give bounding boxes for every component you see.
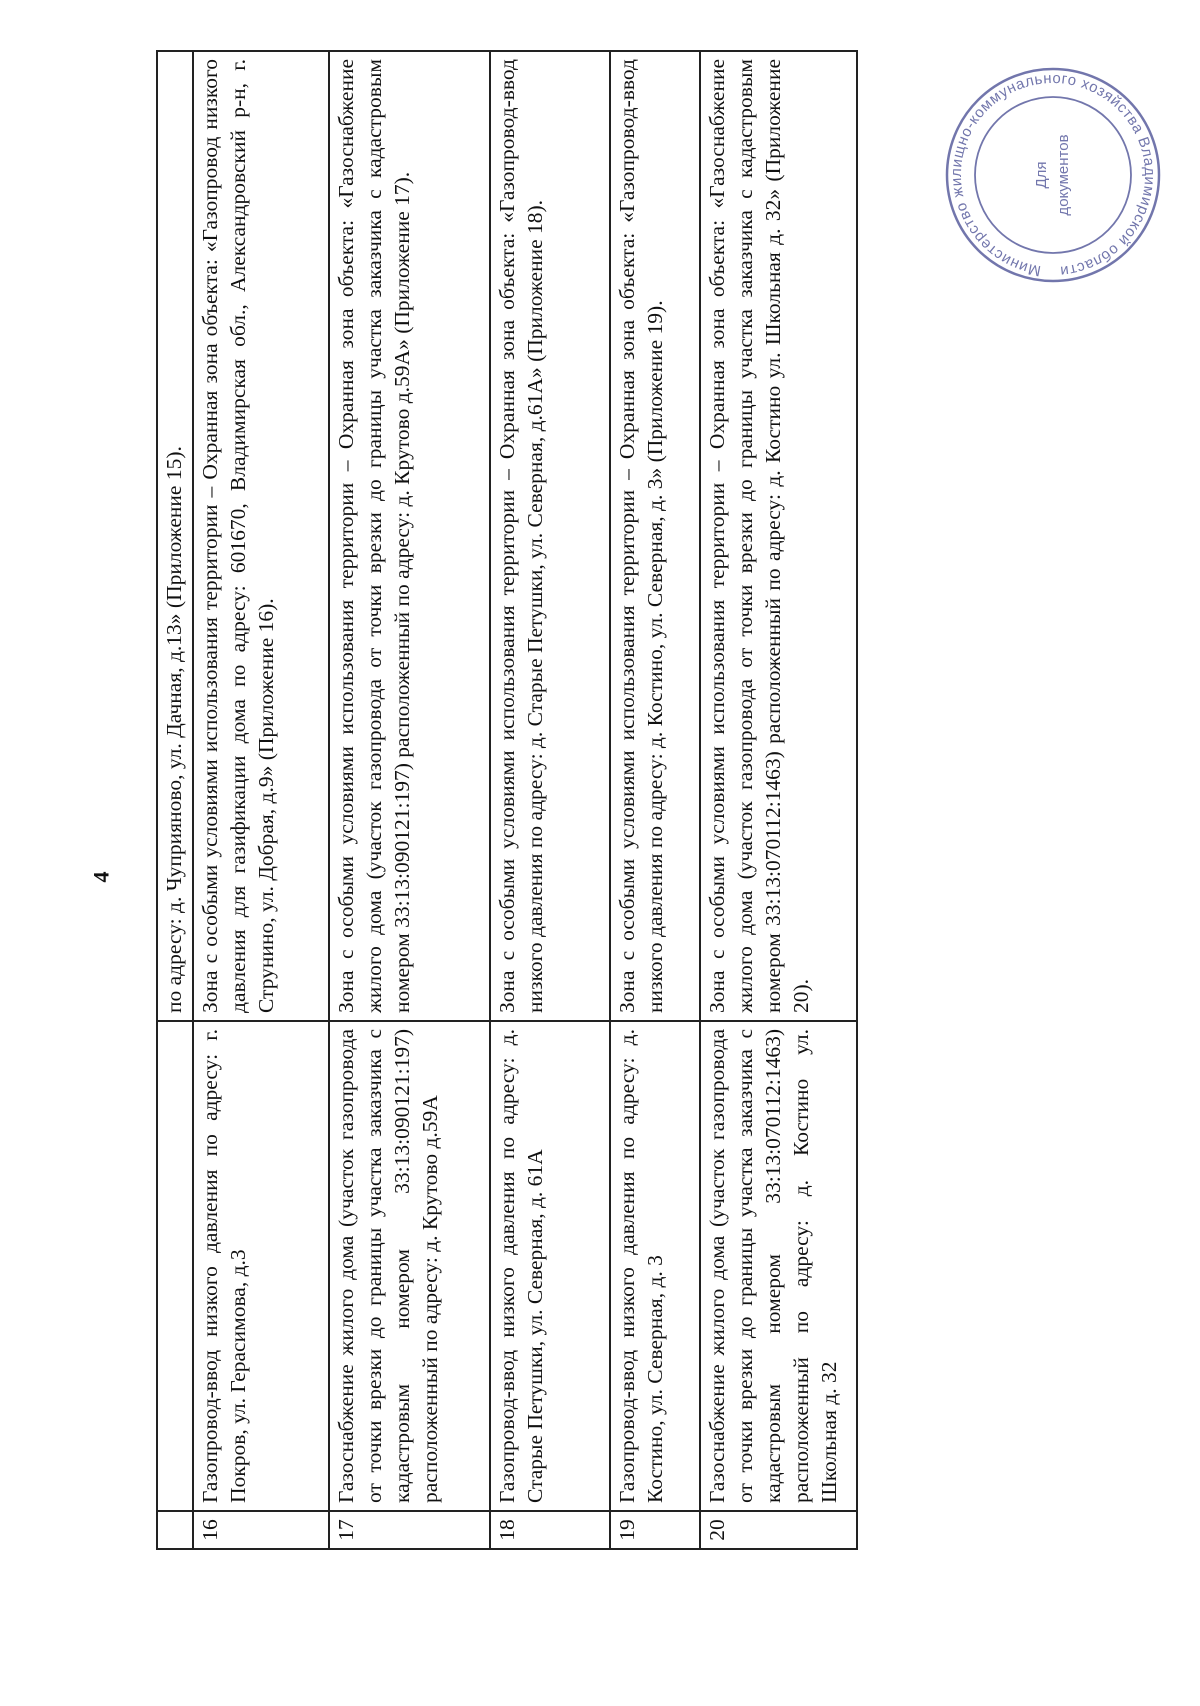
table-row <box>194 50 330 1550</box>
cell-number: 19 <box>611 1510 699 1548</box>
cell-zone: Зона с особыми условиями использования территории – Охранная зона объекта: «Газопровод-ввод низкого давления по адресу: д. Старые Петушки, ул. Северная, д.61А» (Приложение 18). <box>495 59 547 1013</box>
cell-zone: Зона с особыми условиями использования территории – Охранная зона объекта: «Газоснабжение жилого дома (участок газопровода от точки врезки до границы участка заказчика с кадастровым номером 33:13:090121:197) расположенный по адресу: д. Крутово д.59А» (Приложение 17). <box>334 59 414 1013</box>
page-number: 4 <box>88 871 114 883</box>
stamp-ring-text: Министерство жилищно-коммунального хозяйства Владимирской области <box>947 69 1159 280</box>
table-row <box>701 50 858 1550</box>
cell-object: Газопровод-ввод низкого давления по адресу: д. Костино, ул. Северная, д. 3 <box>611 1020 699 1510</box>
document-table <box>156 50 936 1550</box>
cell-zone: по адресу: д. Чуприяново, ул. Дачная, д.13» (Приложение 15). <box>162 446 186 1013</box>
cell-zone: Зона с особыми условиями использования территории – Охранная зона объекта: «Газопровод низкого давления для газификации дома по адресу: 601670, Владимирская обл., Александровский р-н, г. Струнино, ул. Добрая, д.9» (Приложение 16). <box>198 59 278 1013</box>
cell-object: Газопровод-ввод низкого давления по адресу: д. Старые Петушки, ул. Северная, д. 61А <box>491 1020 609 1510</box>
cell-number: 17 <box>330 1510 489 1548</box>
cell-object: Газоснабжение жилого дома (участок газопровода от точки врезки до границы участка заказчика с кадастровым номером 33:13:070112:1463) расположенный по адресу: д. Костино ул. Школьная д. 32 <box>701 1020 856 1510</box>
cell-zone: Зона с особыми условиями использования территории – Охранная зона объекта: «Газопровод-ввод низкого давления по адресу: д. Костино, ул. Северная, д. 3» (Приложение 19). <box>615 59 667 1013</box>
table-row-continuation <box>156 50 194 1550</box>
cell-object <box>158 1020 192 1510</box>
table-row <box>491 50 611 1550</box>
cell-object: Газопровод-ввод низкого давления по адресу: г. Покров, ул. Герасимова, д.3 <box>194 1020 328 1510</box>
stamp-center-line-1: Для <box>1033 161 1050 189</box>
cell-number: 16 <box>194 1510 328 1548</box>
cell-zone: Зона с особыми условиями использования территории – Охранная зона объекта: «Газоснабжение жилого дома (участок газопровода от точки врезки до границы участка заказчика с кадастровым номером 33:13:070112:1463) расположенный по адресу: д. Костино ул. Школьная д. 32» (Приложение 20). <box>705 59 813 1013</box>
stamp-inner-ring <box>975 97 1131 253</box>
table-row <box>330 50 491 1550</box>
cell-number <box>158 1510 192 1548</box>
table-row <box>611 50 701 1550</box>
stamp-center-line-2: документов <box>1055 134 1072 216</box>
official-stamp <box>938 60 1168 290</box>
cell-number: 20 <box>701 1510 856 1548</box>
cell-number: 18 <box>491 1510 609 1548</box>
cell-object: Газоснабжение жилого дома (участок газопровода от точки врезки до границы участка заказчика с кадастровым номером 33:13:090121:197) расположенный по адресу: д. Крутово д.59А <box>330 1020 489 1510</box>
